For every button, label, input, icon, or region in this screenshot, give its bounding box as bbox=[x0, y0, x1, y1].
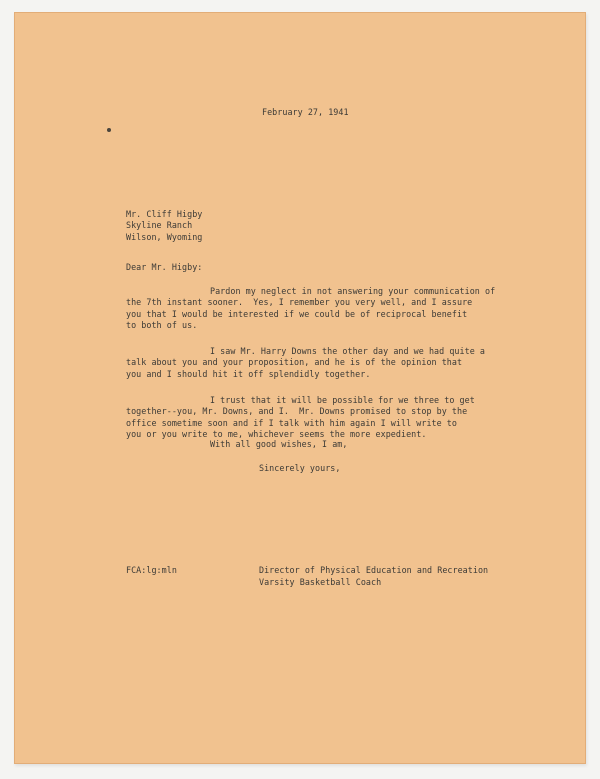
complimentary-closing: Sincerely yours, bbox=[259, 463, 341, 473]
recipient-line-3: Wilson, Wyoming bbox=[126, 231, 203, 242]
recipient-name: Mr. Cliff Higby bbox=[126, 209, 203, 219]
paragraph-2-first-line: I saw Mr. Harry Downs the other day and we had quite a bbox=[210, 346, 485, 356]
punch-dot bbox=[107, 128, 111, 132]
paragraph-1-first-line: Pardon my neglect in not answering your communication of bbox=[210, 286, 496, 296]
recipient-line-2: Skyline Ranch bbox=[126, 220, 193, 231]
recipient-address bbox=[126, 209, 202, 243]
paragraph-3-body: together--you, Mr. Downs, and I. Mr. Downs promised to stop by the office sometime soon and if I talk with him again I will write to you or you write to me, whichever seems the more expedient. bbox=[126, 406, 468, 440]
letter-page bbox=[14, 12, 586, 764]
paragraph-1-body: the 7th instant sooner. Yes, I remember you very well, and I assure you that I would be interested if we could be of reciprocal benefit to both of us. bbox=[126, 297, 473, 331]
salutation: Dear Mr. Higby: bbox=[126, 262, 203, 272]
paragraph-1 bbox=[126, 286, 495, 332]
signature-title-2: Varsity Basketball Coach bbox=[259, 577, 382, 587]
letter-date: February 27, 1941 bbox=[262, 107, 349, 117]
paragraph-4-first-line: With all good wishes, I am, bbox=[210, 439, 348, 449]
reference-initials: FCA:lg:mln bbox=[126, 565, 177, 575]
paragraph-4 bbox=[126, 439, 348, 450]
paragraph-2 bbox=[126, 346, 485, 380]
paragraph-3 bbox=[126, 395, 475, 441]
paragraph-3-first-line: I trust that it will be possible for we three to get bbox=[210, 395, 475, 405]
signature-title-1: Director of Physical Education and Recreation bbox=[259, 565, 489, 575]
paragraph-2-body: talk about you and your proposition, and he is of the opinion that you and I should hit it off splendidly together. bbox=[126, 357, 463, 379]
